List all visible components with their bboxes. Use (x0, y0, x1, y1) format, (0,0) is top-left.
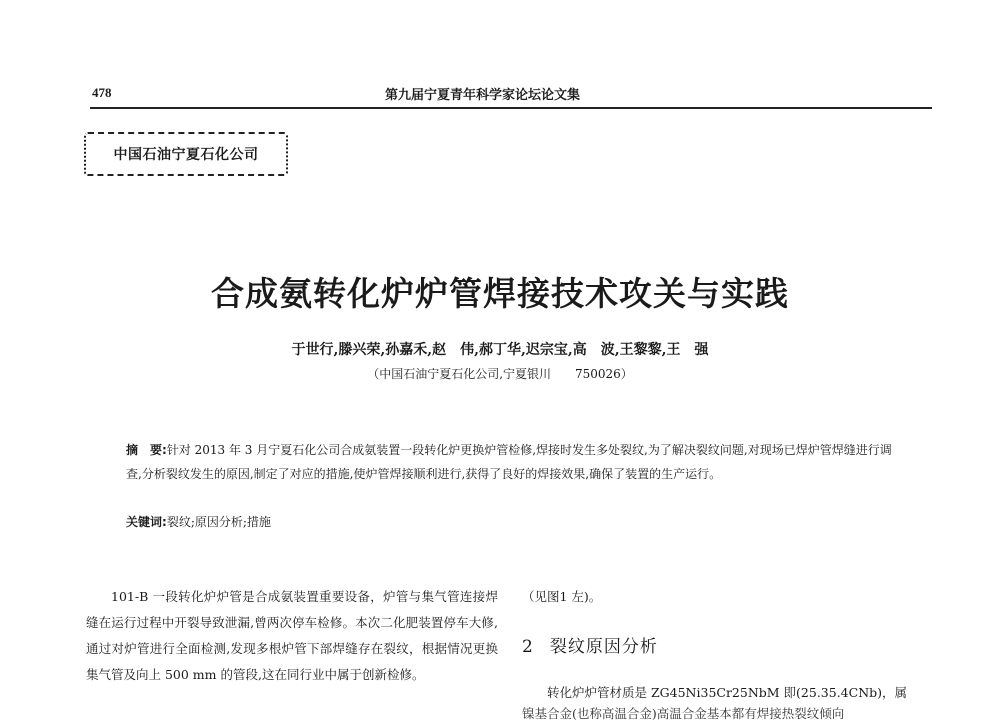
company-stamp (84, 132, 288, 176)
section-title: 裂纹原因分析 (549, 637, 658, 657)
section-heading (522, 632, 658, 657)
keywords-label: 关键词: (126, 515, 167, 529)
article-title: 合成氨转化炉炉管焊接技术攻关与实践 (211, 274, 789, 313)
company-stamp-text: 中国石油宁夏石化公司 (113, 147, 259, 163)
section-paragraph-cut-line: 镍基合金(也称高温合金)高温合金基本都有焊接热裂纹倾向 (522, 706, 845, 721)
keywords-text: 裂纹;原因分析;措施 (166, 515, 271, 529)
section-number: 2 (522, 637, 534, 657)
keywords (126, 513, 271, 530)
abstract-text: 针对 2013 年 3 月宁夏石化公司合成氨装置一段转化炉更换炉管检修,焊接时发生多处裂纹,为了解决裂纹问题,对现场已焊炉管焊缝进行调查,分析裂纹发生的原因,制定了对应的措施,使炉管焊接顺利进行,获得了良好的焊接效果,确保了装置的生产运行。 (126, 443, 892, 481)
author-list: 于世行,滕兴荣,孙嘉禾,赵 伟,郝丁华,迟宗宝,高 波,王黎黎,王 强 (291, 342, 709, 358)
header-rule (90, 107, 932, 109)
page-number: 478 (92, 85, 112, 100)
affiliation: （中国石油宁夏石化公司,宁夏银川 750026） (367, 367, 633, 381)
abstract-label: 摘 要: (126, 443, 167, 457)
journal-title: 第九届宁夏青年科学家论坛论文集 (385, 88, 581, 103)
intro-paragraph: 101-B 一段转化炉炉管是合成氨装置重要设备，炉管与集气管连接焊缝在运行过程中开裂导致泄漏,曾两次停车检修。本次二化肥装置停车大修,通过对炉管进行全面检测,发现多根炉管下部焊缝存在裂纹，根据情况更换集气管及向上 500 mm 的管段,这在同行业中属于创新检修。 (86, 589, 498, 682)
abstract (126, 438, 901, 486)
section-paragraph: 转化炉炉管材质是 ZG45Ni35Cr25NbM 即(25.35.4CNb)，属 (547, 685, 908, 700)
left-column (86, 584, 498, 688)
right-column-first-line: （见图1 左)。 (522, 589, 602, 604)
